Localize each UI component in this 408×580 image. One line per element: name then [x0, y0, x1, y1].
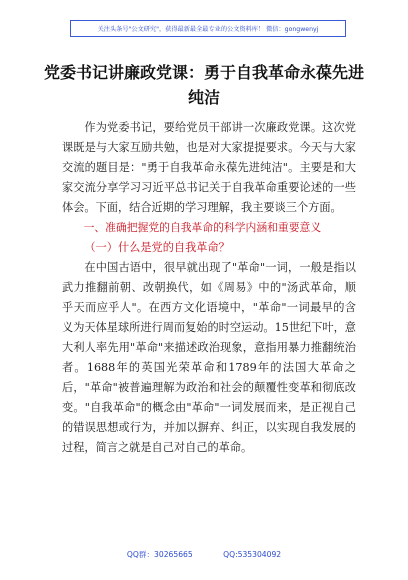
page-footer: [0, 549, 408, 560]
section-heading: 一、准确把握党的自我革命的科学内涵和重要意义: [83, 221, 322, 234]
document-body: [62, 118, 356, 458]
intro-paragraph: 作为党委书记，要给党员干部讲一次廉政党课。这次党课既是与大家互励共勉，也是对大家提提要求。今天与大家交流的题目是："勇于自我革命永葆先进纯洁"。主要是和大家交流分享学习习近平总书记关于自我革命重要论述的一些体会。下面，结合近期的学习理解，我主要谈三个方面。: [62, 121, 356, 214]
footer-qq: QQ:535304092: [223, 550, 282, 559]
footer-qq-group: QQ群：30265665: [126, 550, 193, 559]
section-paragraph: 在中国古语中，很早就出现了"革命"一词，一般是指以武力推翻前朝、改朝换代，如《周易》中的"汤武革命，顺乎天而应乎人"。在西方文化语境中，"革命"一词最早的含义为天体星球所进行周而复始的时空运动。15世纪下叶，意大利人率先用"革命"来描述政治现象，意指用暴力推翻统治者。1688年的英国光荣革命和1789年的法国大革命之后，"革命"被普遍理解为政治和社会的颠覆性变革和彻底改变。"自我革命"的概念由"革命"一词发展而来，是正视自己的错误思想或行为，并加以摒弃、纠正，以实现自我发展的过程，简言之就是自己对自己的革命。: [62, 261, 356, 454]
document-title: 党委书记讲廉政党课：勇于自我革命永葆先进纯洁: [43, 63, 364, 107]
header-banner: [70, 20, 346, 37]
header-banner-text: 关注头条号"公文研究"，获得最新最全最专业的公文资料库！ 微信：gongwenyj: [97, 26, 319, 33]
subsection-heading: （一）什么是党的自我革命？: [84, 241, 230, 254]
